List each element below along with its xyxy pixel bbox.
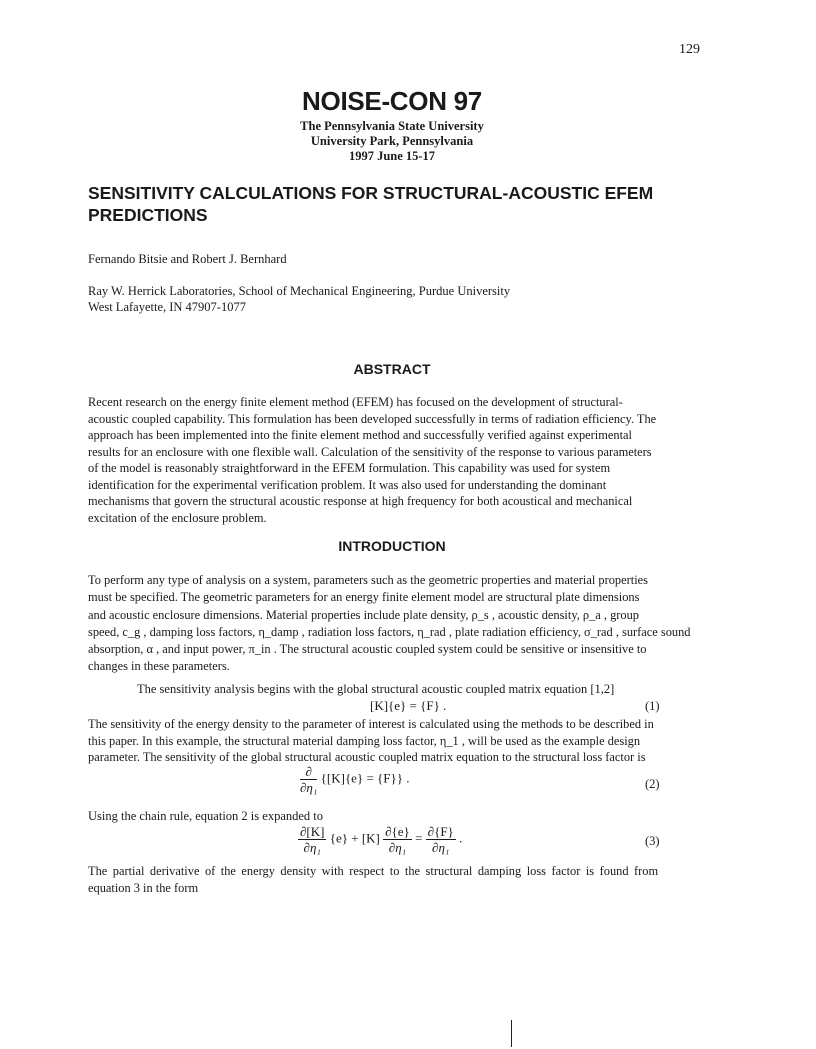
equation-2-fraction	[300, 764, 317, 795]
abstract-heading: ABSTRACT	[353, 361, 431, 377]
equation-1: [K]{e} = {F} .	[370, 698, 447, 713]
paper-title-line-2: PREDICTIONS	[88, 205, 208, 225]
eq3-numerator-1: ∂[K]	[300, 824, 325, 839]
introduction-paragraph-4	[88, 863, 712, 896]
eq3-denominator-3: ∂η₁	[432, 840, 450, 855]
conference-location: University Park, Pennsylvania	[310, 134, 474, 148]
eq3-fraction-2	[383, 824, 412, 855]
conference-dates: 1997 June 15-17	[348, 149, 436, 163]
abstract-line: identification for the experimental verification problem. It was also used for understanding the dominant	[88, 477, 607, 492]
equation-3	[298, 824, 462, 855]
paper-title	[88, 182, 728, 226]
eq2-body: {[K]{e} = {F}} .	[320, 770, 410, 786]
eq3-numerator-2: ∂{e}	[385, 824, 410, 839]
intro-line: The sensitivity of the energy density to the parameter of interest is calculated using the methods to be described in	[88, 717, 654, 731]
eq3-numerator-3: ∂{F}	[427, 824, 454, 839]
chain-rule-line: Using the chain rule, equation 2 is expanded to	[88, 809, 324, 823]
abstract-body	[88, 394, 712, 526]
intro-line: must be specified. The geometric parameters for an energy finite element model are structural plate dimensions	[88, 590, 640, 605]
eq3-fraction-1	[298, 824, 326, 855]
intro-line: The partial derivative of the energy density with respect to the structural damping loss factor is found from	[88, 864, 659, 878]
intro-line: equation 3 in the form	[88, 880, 199, 895]
eq2-numerator: ∂	[300, 764, 317, 780]
intro-line: absorption, α , and input power, π_in . The structural acoustic coupled system could be sensitive or insensitive to	[88, 642, 647, 657]
eq3-fraction-3	[426, 824, 456, 855]
eq3-term: {e} + [K]	[329, 830, 380, 846]
conference-institution: The Pennsylvania State University	[300, 119, 484, 133]
eq3-equals: =	[415, 830, 423, 846]
abstract-line: results for an enclosure with one flexible wall. Calculation of the sensitivity of the response to various parameters	[88, 444, 652, 459]
affiliation-line-2: West Lafayette, IN 47907-1077	[88, 300, 246, 314]
eq3-denominator-2: ∂η₁	[388, 840, 407, 855]
equation-1-number: (1)	[645, 699, 660, 713]
intro-line: and acoustic enclosure dimensions. Material properties include plate density, ρ_s , acoustic density, ρ_a , group	[88, 607, 639, 622]
abstract-line: of the model is reasonably straightforward in the EFEM formulation. This capability was used for system	[88, 461, 611, 475]
intro-line: this paper. In this example, the structural material damping loss factor, η_1 , will be used as the example design	[88, 733, 641, 748]
page-number: 129	[679, 42, 700, 57]
intro-line: parameter. The sensitivity of the global structural acoustic coupled matrix equation to the structural loss factor is	[88, 750, 646, 764]
abstract-line: acoustic coupled capability. This formulation has been developed successfully in terms of radiation efficiency. The	[88, 411, 657, 426]
introduction-paragraph-1	[88, 572, 712, 676]
introduction-heading: INTRODUCTION	[338, 538, 446, 554]
introduction-paragraph-3	[88, 716, 712, 766]
intro-line: To perform any type of analysis on a system, parameters such as the geometric properties and material properties	[88, 573, 648, 587]
abstract-line: mechanisms that govern the structural acoustic response at high frequency for both acoustical and mechanical	[88, 494, 633, 508]
intro-line: speed, c_g , damping loss factors, η_damp , radiation loss factors, η_rad , plate radiation efficiency, σ_rad , surface sound	[88, 624, 691, 639]
equation-3-number: (3)	[645, 834, 660, 848]
scan-margin-mark	[511, 1020, 512, 1047]
abstract-line: excitation of the enclosure problem.	[88, 510, 267, 525]
conference-name: NOISE-CON 97	[302, 86, 482, 116]
eq3-tail: .	[459, 830, 463, 846]
introduction-paragraph-2: The sensitivity analysis begins with the global structural acoustic coupled matrix equation [1,2]	[137, 682, 615, 696]
authors: Fernando Bitsie and Robert J. Bernhard	[88, 252, 287, 266]
abstract-line: Recent research on the energy finite element method (EFEM) has focused on the development of structural-	[88, 395, 623, 409]
eq3-denominator-1: ∂η₁	[303, 840, 321, 855]
affiliation-line-1: Ray W. Herrick Laboratories, School of Mechanical Engineering, Purdue University	[88, 284, 511, 298]
equation-2	[300, 764, 409, 795]
equation-2-number: (2)	[645, 777, 660, 791]
eq2-denominator: ∂η₁	[300, 780, 318, 795]
paper-title-line-1: SENSITIVITY CALCULATIONS FOR STRUCTURAL-ACOUSTIC EFEM	[88, 183, 654, 203]
abstract-line: approach has been implemented into the finite element method and successfully verified against experimental	[88, 428, 632, 442]
intro-line: changes in these parameters.	[88, 659, 230, 674]
